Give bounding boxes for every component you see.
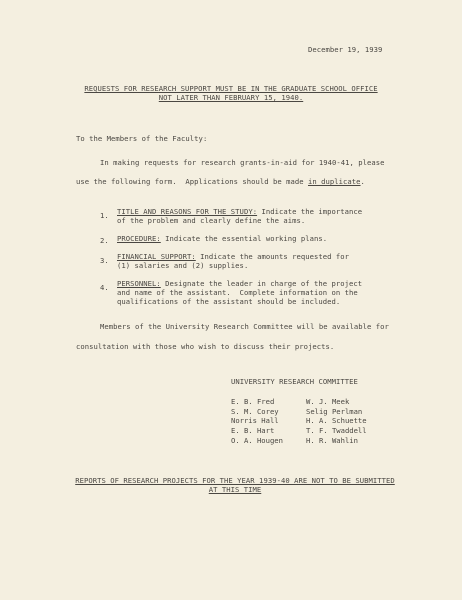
intro-line-1: In making requests for research grants-in-aid for 1940-41, please <box>100 158 385 167</box>
item-4-line-2: and name of the assistant. Complete information on the <box>117 288 358 297</box>
committee-member-left-4: E. B. Hart <box>231 426 275 436</box>
intro-line-2 <box>76 177 365 186</box>
item-4-text: Designate the leader in charge of the project <box>160 279 363 288</box>
item-3-text: Indicate the amounts requested for <box>195 252 349 261</box>
committee-member-left-2: S. M. Corey <box>231 406 279 416</box>
committee-member-left-3: Norris Hall <box>231 416 279 426</box>
salutation: To the Members of the Faculty: <box>76 134 208 143</box>
committee-member-right-1: W. J. Meek <box>306 397 350 406</box>
committee-member-left-1: E. B. Fred <box>231 397 275 406</box>
memo-date: December 19, 1939 <box>308 45 383 54</box>
deadline-heading-line-2: NOT LATER THAN FEBRUARY 15, 1940. <box>158 93 304 102</box>
item-1-number: 1. <box>100 211 109 220</box>
item-3-title: FINANCIAL SUPPORT: <box>117 252 196 261</box>
item-2-text: Indicate the essential working plans. <box>160 234 328 243</box>
item-2-line-1 <box>117 234 327 243</box>
item-1-line-2: of the problem and clearly define the aims. <box>117 216 306 225</box>
item-3-line-1 <box>117 252 349 261</box>
closing-line-1: Members of the University Research Committee will be available for <box>100 322 389 331</box>
item-4-line-3: qualifications of the assistant should be included. <box>117 297 341 306</box>
footer-notice-line-1: REPORTS OF RESEARCH PROJECTS FOR THE YEAR 1939-40 ARE NOT TO BE SUBMITTED <box>75 476 395 485</box>
committee-member-right-3: H. A. Schuette <box>306 416 367 426</box>
intro-line-2-text: use the following form. Applications should be made <box>76 177 308 186</box>
committee-title: UNIVERSITY RESEARCH COMMITTEE <box>231 377 358 386</box>
committee-member-right-5: H. R. Wahlin <box>306 435 358 445</box>
in-duplicate-emphasis: in duplicate <box>308 177 361 186</box>
item-4-number: 4. <box>100 283 109 292</box>
item-2-title: PROCEDURE: <box>117 234 161 243</box>
closing-line-2: consultation with those who wish to discuss their projects. <box>76 342 335 351</box>
committee-member-right-2: Selig Perlman <box>306 406 363 416</box>
committee-member-left-5: O. A. Hougen <box>231 435 283 445</box>
item-4-title: PERSONNEL: <box>117 279 161 288</box>
committee-member-right-4: T. F. Twaddell <box>306 426 367 436</box>
item-2-number: 2. <box>100 236 109 245</box>
item-1-text: Indicate the importance <box>257 207 363 216</box>
intro-line-2-end: . <box>360 177 365 186</box>
deadline-heading-line-1: REQUESTS FOR RESEARCH SUPPORT MUST BE IN THE GRADUATE SCHOOL OFFICE <box>84 84 378 93</box>
item-3-line-2: (1) salaries and (2) supplies. <box>117 261 249 270</box>
item-4-line-1 <box>117 279 362 288</box>
item-1-line-1 <box>117 207 362 216</box>
item-1-title: TITLE AND REASONS FOR THE STUDY: <box>117 207 258 216</box>
footer-notice-line-2: AT THIS TIME <box>208 485 262 494</box>
item-3-number: 3. <box>100 256 109 265</box>
